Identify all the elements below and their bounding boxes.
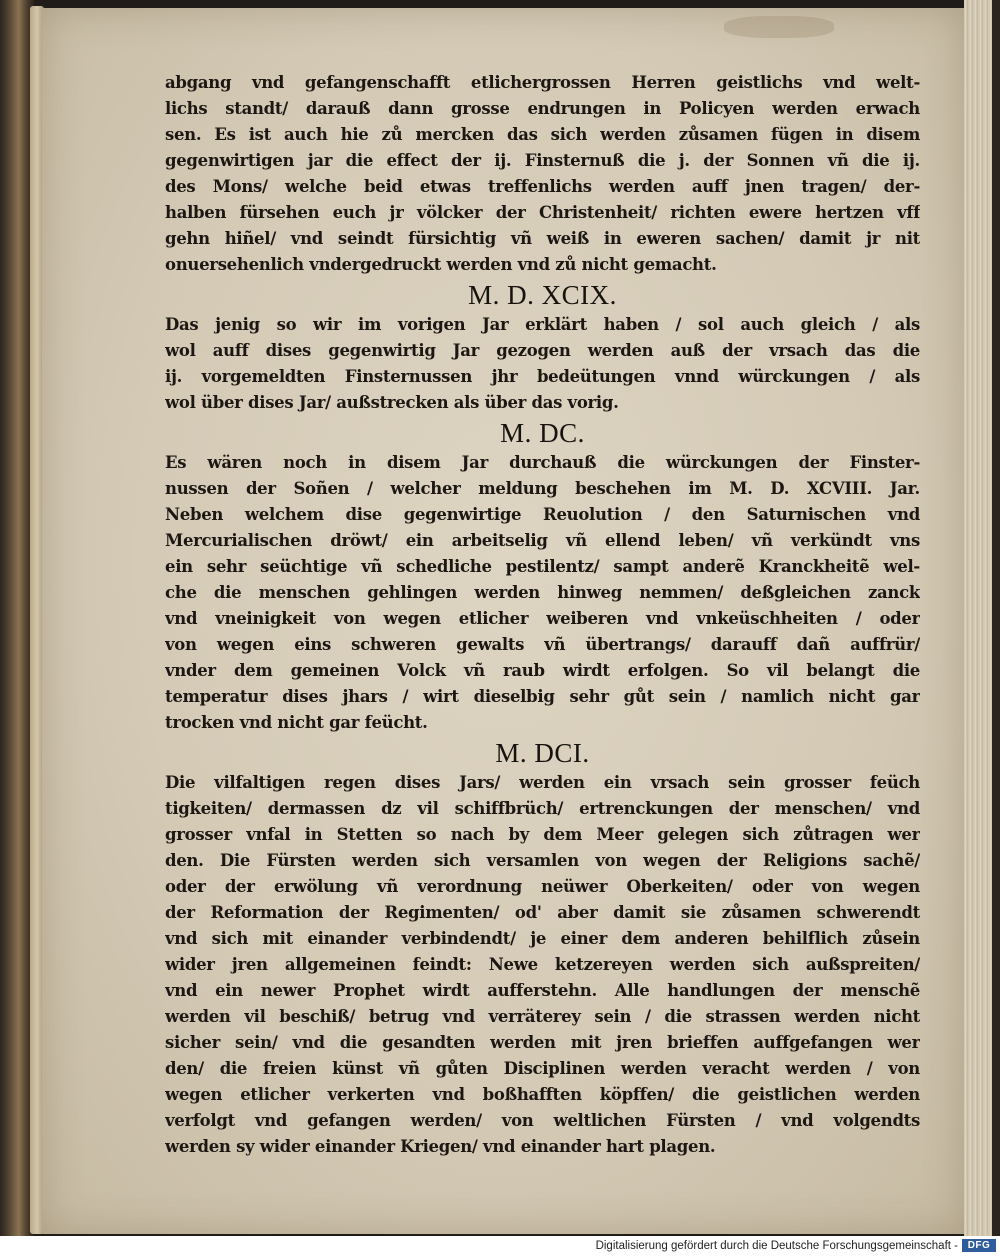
text-line: abgang vnd gefangenschafft etlichergrossen Herren geistlichs vnd welt- [165, 73, 920, 92]
book-spine [0, 0, 34, 1236]
text-line: werden vil beschiß/ betrug vnd verräterey sein / die strassen werden nicht [165, 1007, 920, 1026]
text-line: vnd sich mit einander verbindendt/ je einer dem anderen behilflich zůsein [165, 929, 920, 948]
page-stain [724, 16, 834, 38]
text-line: vnder dem gemeinen Volck vñ raub wirdt erfolgen. So vil belangt die [165, 661, 920, 680]
dfg-logo: DFG [962, 1239, 996, 1252]
text-line: verfolgt vnd gefangen werden/ von weltlichen Fürsten / vnd volgendts [165, 1111, 920, 1130]
funding-credit: Digitalisierung gefördert durch die Deutsche Forschungsgemeinschaft - [595, 1240, 958, 1252]
section-heading: M. D. XCIX. [468, 280, 617, 310]
text-line: wegen etlicher verkerten vnd boßhafften köpffen/ die geistlichen werden [165, 1085, 920, 1104]
text-line: wol über dises Jar/ außstrecken als über das vorig. [165, 393, 619, 412]
text-line: trocken vnd nicht gar feücht. [165, 713, 428, 732]
text-line: halben fürsehen euch jr völcker der Christenheit/ richten ewere hertzen vff [165, 203, 920, 222]
text-line: onuersehenlich vndergedruckt werden vnd zů nicht gemacht. [165, 255, 717, 274]
text-line: gegenwirtigen jar die effect der ij. Finsternuß die j. der Sonnen vñ die ij. [165, 151, 920, 170]
text-line: nussen der Soñen / welcher meldung beschehen im M. D. XCVIII. Jar. [165, 479, 920, 498]
text-line: vnd vneinigkeit von wegen etlicher weiberen vnd vnkeüschheiten / oder [165, 609, 920, 628]
text-line: Es wären noch in disem Jar durchauß die würckungen der Finster- [165, 453, 920, 472]
text-line: lichs standt/ darauß dann grosse endrungen in Policyen werden erwach [165, 99, 920, 118]
text-line: oder der erwölung vñ verordnung neüwer Oberkeiten/ oder von wegen [165, 877, 920, 896]
footer-bar [0, 1236, 1000, 1256]
text-line: der Reformation der Regimenten/ od' aber damit sie zůsamen schwerendt [165, 903, 920, 922]
text-line: che die menschen gehlingen werden hinweg nemmen/ deßgleichen zanck [165, 583, 920, 602]
section-heading: M. DC. [500, 418, 585, 448]
text-line: Mercurialischen dröwt/ ein arbeitselig vñ ellend leben/ vñ verkündt vns [165, 531, 920, 550]
text-line: des Mons/ welche beid etwas treffenlichs werden auff jnen tragen/ der- [165, 177, 920, 196]
text-line: werden sy wider einander Kriegen/ vnd einander hart plagen. [165, 1137, 716, 1156]
page-stack-shadow [992, 0, 1000, 1236]
text-line: sen. Es ist auch hie zů mercken das sich werden zůsamen fügen in disem [165, 125, 920, 144]
text-line: von wegen eins schweren gewalts vñ übertrangs/ darauff dañ auffrür/ [165, 635, 920, 654]
text-line: den. Die Fürsten werden sich versamlen von wegen der Religions sachẽ/ [165, 851, 920, 870]
section-heading: M. DCI. [495, 738, 590, 768]
page-text [165, 70, 920, 1160]
text-line: wol auff dises gegenwirtig Jar gezogen werden auß der vrsach das die [165, 341, 920, 360]
text-line: wider jren allgemeinen feindt: Newe ketzereyen werden sich außspreiten/ [165, 955, 920, 974]
text-line: sicher sein/ vnd die gesandten werden mit jren brieffen auffgefangen wer [165, 1033, 920, 1052]
text-line: tigkeiten/ dermassen dz vil schiffbrüch/ ertrenckungen der menschen/ vnd [165, 799, 920, 818]
text-line: ij. vorgemeldten Finsternussen jhr bedeütungen vnnd würckungen / als [165, 367, 920, 386]
text-line: den/ die freien künst vñ gůten Disciplinen werden veracht werden / von [165, 1059, 920, 1078]
text-line: grosser vnfal in Stetten so nach by dem Meer gelegen sich zůtragen wer [165, 825, 920, 844]
text-line: Neben welchem dise gegenwirtige Reuolution / den Saturnischen vnd [165, 505, 920, 524]
text-line: Das jenig so wir im vorigen Jar erklärt haben / sol auch gleich / als [165, 315, 920, 334]
text-line: vnd ein newer Prophet wirdt aufferstehn. Alle handlungen der menschẽ [165, 981, 920, 1000]
text-line: Die vilfaltigen regen dises Jars/ werden ein vrsach sein grosser feüch [165, 773, 920, 792]
text-line: temperatur dises jhars / wirt dieselbig sehr gůt sein / namlich nicht gar [165, 687, 920, 706]
text-line: ein sehr seüchtige vñ schedliche pestilentz/ sampt anderẽ Kranckheitẽ wel- [165, 557, 920, 576]
text-line: gehn hiñel/ vnd seindt fürsichtig vñ weiß in eweren sachen/ damit jr nit [165, 229, 920, 248]
